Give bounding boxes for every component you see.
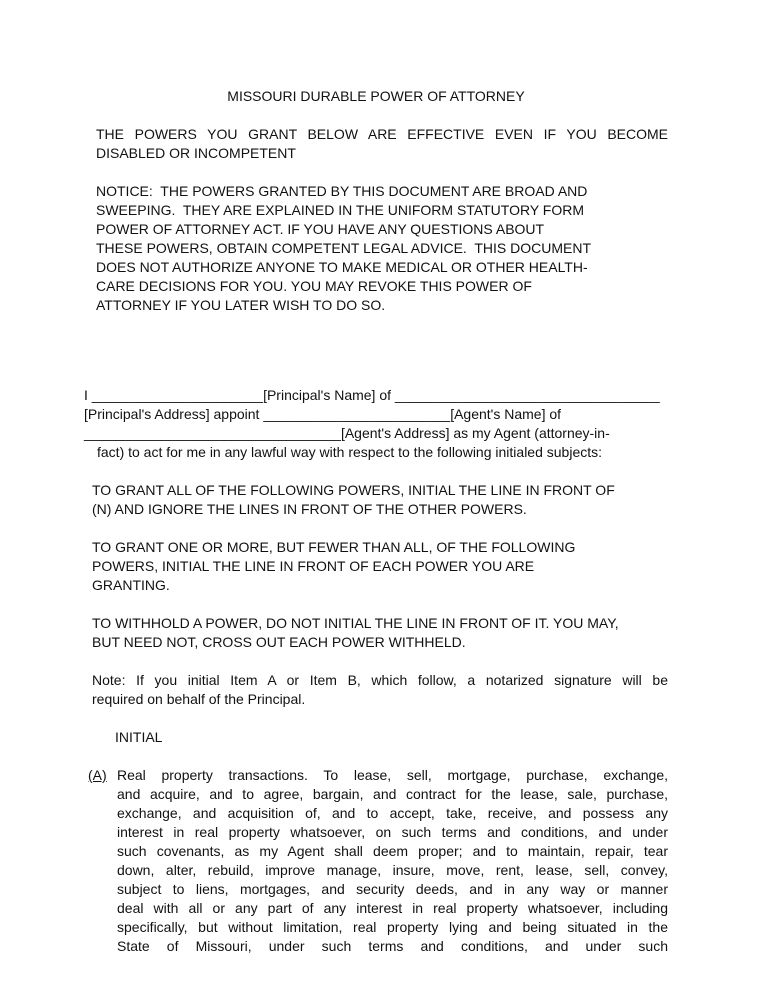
grant-some-instructions: TO GRANT ONE OR MORE, BUT FEWER THAN ALL, OF THE FOLLOWING POWERS, INITIAL THE LINE IN FRONT OF EACH POWER YOU ARE GRANTING. — [92, 539, 576, 593]
notarization-note-paragraph: Note: If you initial Item A or Item B, which follow, a notarized signature will be required on behalf of the Principal. — [92, 672, 668, 707]
withhold-instructions: TO WITHHOLD A POWER, DO NOT INITIAL THE LINE IN FRONT OF IT. YOU MAY, BUT NEED NOT, CROSS OUT EACH POWER WITHHELD. — [92, 615, 619, 650]
notice-paragraph: NOTICE: THE POWERS GRANTED BY THIS DOCUMENT ARE BROAD AND SWEEPING. THEY ARE EXPLAINED IN THE UNIFORM STATUTORY FORM POWER OF ATTORNEY ACT. IF YOU HAVE ANY QUESTIONS ABOUT THESE POWERS, OBTAIN COMPETENT LEGAL ADVICE. THIS DOCUMENT DOES NOT AUTHORIZE ANYONE TO MAKE MEDICAL OR OTHER HEALTH- CARE DECISIONS FOR YOU. YOU MAY REVOKE THIS POWER OF ATTORNEY IF YOU LATER WISH TO DO SO. — [96, 183, 592, 313]
grant-all-instructions: TO GRANT ALL OF THE FOLLOWING POWERS, INITIAL THE LINE IN FRONT OF (N) AND IGNORE THE LINES IN FRONT OF THE OTHER POWERS. — [92, 482, 615, 517]
initial-column-heading: INITIAL — [115, 729, 163, 745]
appointment-fill-in-paragraph: I ______________________[Principal's Name] of __________________________________ [Principal's Address] appoint ________________________[Agent's Name] of _________________________________[Agent's Address] as my Agent (attorney-in- fact) to act for me in any lawful way with respect to the following initialed subjects: — [84, 387, 660, 460]
item-a-body: Real property transactions. To lease, sell, mortgage, purchase, exchange, and acquire, and to agree, bargain, and contract for the lease, sale, purchase, exchange, and acquisition of, and to accept, take, receive, and possess any interest in real property whatsoever, on such terms and conditions, and under such covenants, as my Agent shall deem proper; and to maintain, repair, tear down, alter, rebuild, improve manage, insure, move, rent, lease, sell, convey, subject to liens, mortgages, and security deeds, and in any way or manner deal with all or any part of any interest in real property whatsoever, including specifically, but without limitation, real property lying and being situated in the State of Missouri, under such terms and conditions, and under such — [117, 767, 668, 954]
item-a-label: (A) — [88, 767, 107, 783]
document-title: MISSOURI DURABLE POWER OF ATTORNEY — [227, 88, 525, 104]
warning-paragraph: THE POWERS YOU GRANT BELOW ARE EFFECTIVE EVEN IF YOU BECOME DISABLED OR INCOMPETENT — [96, 126, 668, 161]
item-a-paragraph — [88, 766, 668, 956]
